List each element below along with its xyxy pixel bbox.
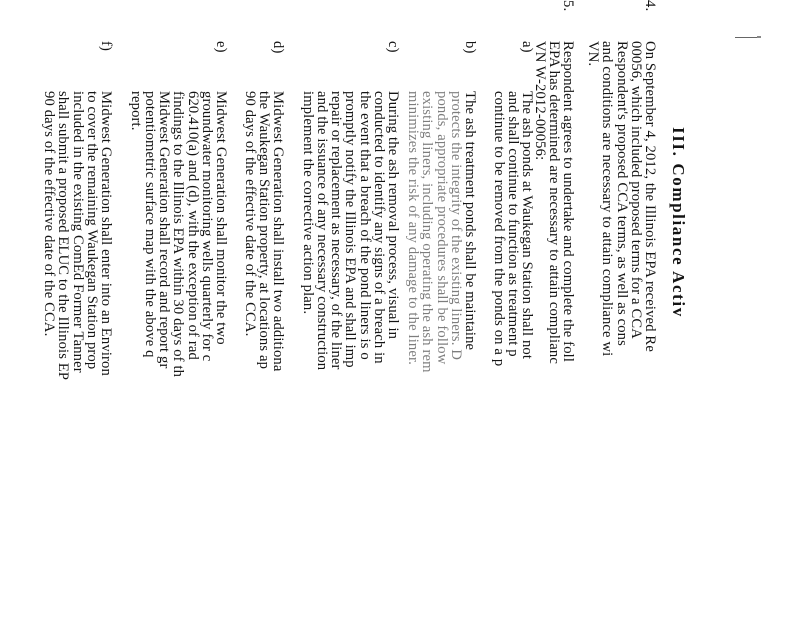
rotated-page-content: [41, 0, 688, 585]
text-line: and the issuance of any necessary construction: [313, 91, 330, 371]
text-line: The ash ponds at Waukegan Station shall not: [519, 91, 535, 360]
section-heading: III. Compliance Activ: [669, 127, 688, 318]
text-line: to cover the remaining Waukegan Station prop: [83, 91, 100, 370]
text-line: ponds, appropriate procedures shall be follow: [433, 91, 450, 365]
subitem-d: [242, 91, 285, 371]
item-number: 4.: [642, 0, 658, 12]
item-number: 5.: [560, 0, 576, 12]
subitem-c: [301, 91, 400, 370]
text-line: existing liners, including operating the ash rem: [419, 91, 436, 373]
text-line: the Waukegan Station property, at locations ap: [255, 91, 272, 370]
subitem-a: [491, 91, 534, 366]
text-line: and shall continue to function as treatment p: [504, 91, 521, 357]
subitem-b: [406, 91, 477, 373]
text-line: groundwater monitoring wells quarterly for c: [198, 91, 215, 362]
text-line: conducted to identify any signs of a breach in: [370, 91, 387, 364]
text-line: continue to be removed from the ponds on a p: [490, 91, 507, 367]
text-line: potentiometric surface map with the above q: [141, 91, 158, 358]
subitem-e: [129, 91, 228, 377]
text-line: and conditions are necessary to attain compliance wi: [599, 41, 616, 357]
text-line: included in the existing ComEd Former Tanner: [69, 91, 86, 373]
text-line: Midwest Generation shall install two additiona: [270, 91, 286, 372]
text-line: 90 days of the effective date of the CCA.: [41, 91, 58, 337]
text-line: implement the corrective action plan.: [299, 91, 316, 315]
text-line: minimizes the risk of any damage to the liner.: [405, 91, 422, 365]
text-line: Respondent's proposed CCA terms, as well as cons: [613, 41, 630, 346]
subitem-label: d): [270, 41, 286, 54]
text-line: 90 days of the effective date of the CCA.: [241, 91, 258, 337]
text-line: VN.: [585, 41, 602, 67]
text-line: repair or replacement as necessary, of the liner: [328, 91, 345, 370]
text-line: VN W-2012-00056:: [531, 41, 548, 161]
paragraph-item-4: [586, 41, 657, 356]
subitem-f: [42, 91, 113, 380]
subitem-label: c): [385, 41, 401, 53]
text-line: The ash treatment ponds shall be maintaine: [462, 91, 478, 351]
text-line: protects the integrity of the existing liners. D: [447, 91, 464, 361]
text-line: Respondent agrees to undertake and complete the foll: [560, 41, 576, 363]
subitem-label: f): [98, 41, 114, 52]
stray-scan-mark: [735, 37, 757, 38]
subitem-label: b): [462, 41, 478, 54]
text-line: shall submit a proposed ELUC to the Illinois EP: [55, 91, 72, 381]
text-line: findings to the Illinois EPA within 30 days of th: [170, 91, 187, 378]
paragraph-item-5: [532, 41, 575, 364]
text-line: promptly notify the Illinois EPA and shall imp: [342, 91, 359, 368]
text-line: report.: [127, 91, 144, 131]
text-line: the event that a breach of the pond liners is o: [356, 91, 373, 360]
text-line: 00056, which included proposed terms for a CCA: [627, 41, 644, 339]
text-line: Midwest Generation shall record and report gr: [156, 91, 173, 369]
text-line: EPA has determined are necessary to attain complianc: [545, 41, 562, 364]
text-line: Midwest Generation shall monitor the two: [213, 91, 229, 345]
text-line: During the ash removal process, visual in: [385, 91, 401, 340]
text-line: On September 4, 2012, the Illinois EPA received Re: [642, 41, 658, 352]
text-line: 620.410(a) and (d), with the exception of rad: [184, 91, 201, 360]
subitem-label: e): [213, 41, 229, 53]
subitem-label: a): [519, 41, 535, 53]
text-line: Midwest Generation shall enter into an Environ: [98, 91, 114, 376]
stray-scan-mark: [757, 36, 761, 38]
